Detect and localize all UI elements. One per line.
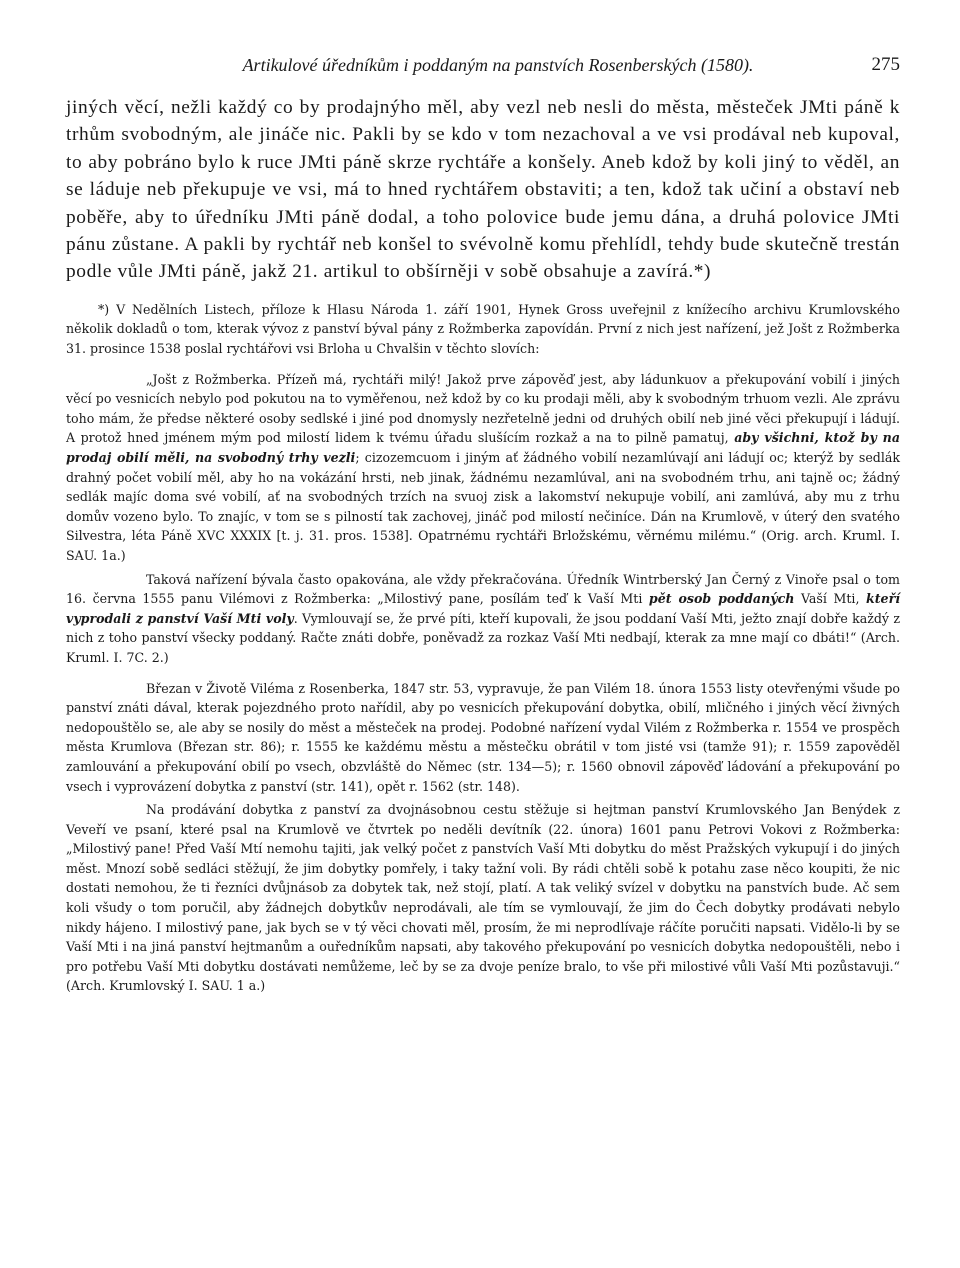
footnote-paragraph-4: Na prodávání dobytka z panství za dvojnásobnou cestu stěžuje si hejtman panství Krumlovského Jan Benýdek z Veveří ve psaní, které psal na Krumlově ve čtvrtek po neděli devítník (22. února) 1601 panu Petrovi Vokovi z Rožmberka: „Milostivý pane! Před Vaší Mtí nemohu tajiti, jak velký počet z panstvích Vaší Mti dobytku do měst Pražských vykupují i do jiných měst. Mnozí sobě sedláci stěžují, že jim dobytky pomřely, i taky tažní voli. By rádi chtěli sobě k potahu zase něco koupiti, že nic dostati nemohou, že ti řezníci dvůjnásob za dobytek tak, než stojí, platí. A tak veliký svízel v dobytku na panstvích bude. Ač sem koli všudy o tom poručil, aby žádnejch dobytkův neprodávali, ale tím se vymlouvají, že jim do Čech dobytky prodávati nebylo nikdy hájeno. I milostivý pane, jak bych se v tý věci chovati měl, prosím, že mi neprodlívaje ráčíte poručiti napsati. Vidělo-li by se Vaší Mti i na jiná panství hejtmanům a ouředníkům napsati, aby takového překupování po vesnicích dobytka nedopouštěli, nebo i pro potřebu Vaší Mti dobytku dostávati nemůžeme, leč by se za dvoje peníze bralo, to vše při milostivé vůli Vaší Mti pozůstavuji.“ (Arch. Krumlovský I. SAU. 1 a.) — [66, 802, 900, 994]
page-number: 275 — [871, 54, 900, 75]
footnote-quote — [66, 370, 900, 566]
para2-text-1: Taková nařízení bývala často opakována, ale vždy překračována. Úředník Wintrberský Jan Černý z Vinoře psal o tom 16. června 1555 panu Vilémovi z Rožmberka: „Milostivý pane, posílám teď k Vaší Mti — [66, 571, 900, 607]
footnote — [66, 300, 900, 996]
footnote-paragraph-2 — [66, 570, 900, 668]
quote-emphasis: aby všichni, ktož by na prodaj obilí měli, na svobodný trhy vezli — [66, 430, 900, 465]
para2-text-mid: Vaší Mti, — [794, 591, 867, 607]
para2-emphasis-2: kteří vyprodali z panství Vaší Mti voly — [66, 591, 900, 626]
main-paragraph: jiných věcí, nežli každý co by prodajnýho měl, aby vezl neb nesli do města, městeček JMti páně k trhům svobodným, ale jináče nic. Pakli by se kdo v tom nezachoval a ve vsi prodával neb kupoval, to aby pobráno bylo k ruce JMti páně skrze rychtáře a konšely. Aneb kdož by koli jiný to věděl, an se láduje neb překupuje ve vsi, má to hned rychtářem obstaviti; a ten, kdož tak učiní a obstaví neb poběře, aby to úředníku JMti páně dodal, a toho polovice bude jemu dána, a druhá polovice JMti pánu zůstane. A pakli by rychtář neb konšel to svévolně komu přehlídl, tehdy bude skutečně trestán podle vůle JMti páně, jakž 21. artikul to obšírněji v sobě obsahuje a zavírá.*) — [66, 97, 900, 283]
running-title: Artikulové úředníkům i poddaným na panstvích Rosenberských (1580). — [242, 55, 754, 75]
para2-text-2: . Vymlouvají se, že prvé píti, kteří kupovali, že jsou poddaní Vaší Mti, ježto znají dobře každý z nich z toho panství všecky poddaný. Račte znáti dobře, poněvadž za rozkaz Vaší Mti nedbají, kterak za mne mají co dbáti!“ (Arch. Kruml. I. 7C. 2.) — [66, 610, 900, 665]
para2-emphasis-1: pět osob poddaných — [648, 591, 795, 607]
document-page — [66, 50, 900, 996]
footnote-intro: *) V Nedělních Listech, příloze k Hlasu Národa 1. září 1901, Hynek Gross uveřejnil z knížecího archivu Krumlovského několik dokladů o tom, kterak vývoz z panství býval pány z Rožmberka zapovídán. První z nich jest nařízení, jež Jošt z Rožmberka 31. prosince 1538 poslal rychtářovi vsi Brloha u Chvalšin v těchto slovích: — [66, 301, 900, 357]
footnote-paragraph-3: Březan v Životě Viléma z Rosenberka, 1847 str. 53, vypravuje, že pan Vilém 18. února 1553 listy otevřenými všude po panství znáti dával, kterak pojezdného proto nařídil, aby po vesnicích překupování dobytka, obilí, mličného i jiných věcí živných nedopouštělo se, ale aby se nosily do měst a městeček na prodej. Podobné nařízení vydal Vilém z Rožmberka r. 1554 ve prospěch města Krumlova (Březan str. 86); r. 1555 ke každému městu a městečku obrátil v tom jisté vsi (tamže 91); r. 1559 zapověděl zamlouvání a překupování obilí po vsech, obzvláště do Němec (str. 134—5); r. 1560 obnovil zápověď ládování a překupování po vsech i vyprovázení dobytka z panství (str. 141), opět r. 1562 (str. 148). — [66, 680, 900, 794]
quote-text-1: „Jošt z Rožmberka. Přízeň má, rychtáři milý! Jakož prve zápověď jest, aby ládunkuov a překupování vobilí i jiných věcí po vesnicích nebylo pod pokutou na to vyměřenou, než kdož by co ku prodaji měli, aby k svobodným trhuom vezli. Ale zprávu toho mám, že předse některé osoby sedlské i jiné pod dnomysly nezřetelně jedni od druhých obilí neb jiné věci překupují i ládují. A protož hned jménem mým pod milostí lidem k tvému úřadu slušícím rozkaž a na to pilně pamatuj, — [66, 371, 900, 446]
running-header — [66, 50, 900, 80]
quote-text-2: ; cizozemcuom i jiným ať žádného vobilí nezamlúvají ani ládují oc; kterýž by sedlák drahný počet vobilí měl, aby ho na vokázání hrsti, neb jinak, žádnému nezamlúval, ani na svobodném trhu, ani tajně oc; žádný sedlák majíc doma své vobilí, ať na svobodných trzích na svuoj zisk a lakomství nekupuje vobilí, ani zamlúvá, aby mu z trhu domův vozeno bylo. To znajíc, v tom se s pilností tak zachovej, jináč pod milostí nečiníce. Dán na Krumlově, v úterý den svatého Silvestra, léta Páně XVC XXXIX [t. j. 31. pros. 1538]. Opatrnému rychtáři Brložskému, věrnému milému.“ (Orig. arch. Kruml. I. SAU. 1a.) — [66, 450, 900, 563]
main-text — [66, 94, 900, 286]
